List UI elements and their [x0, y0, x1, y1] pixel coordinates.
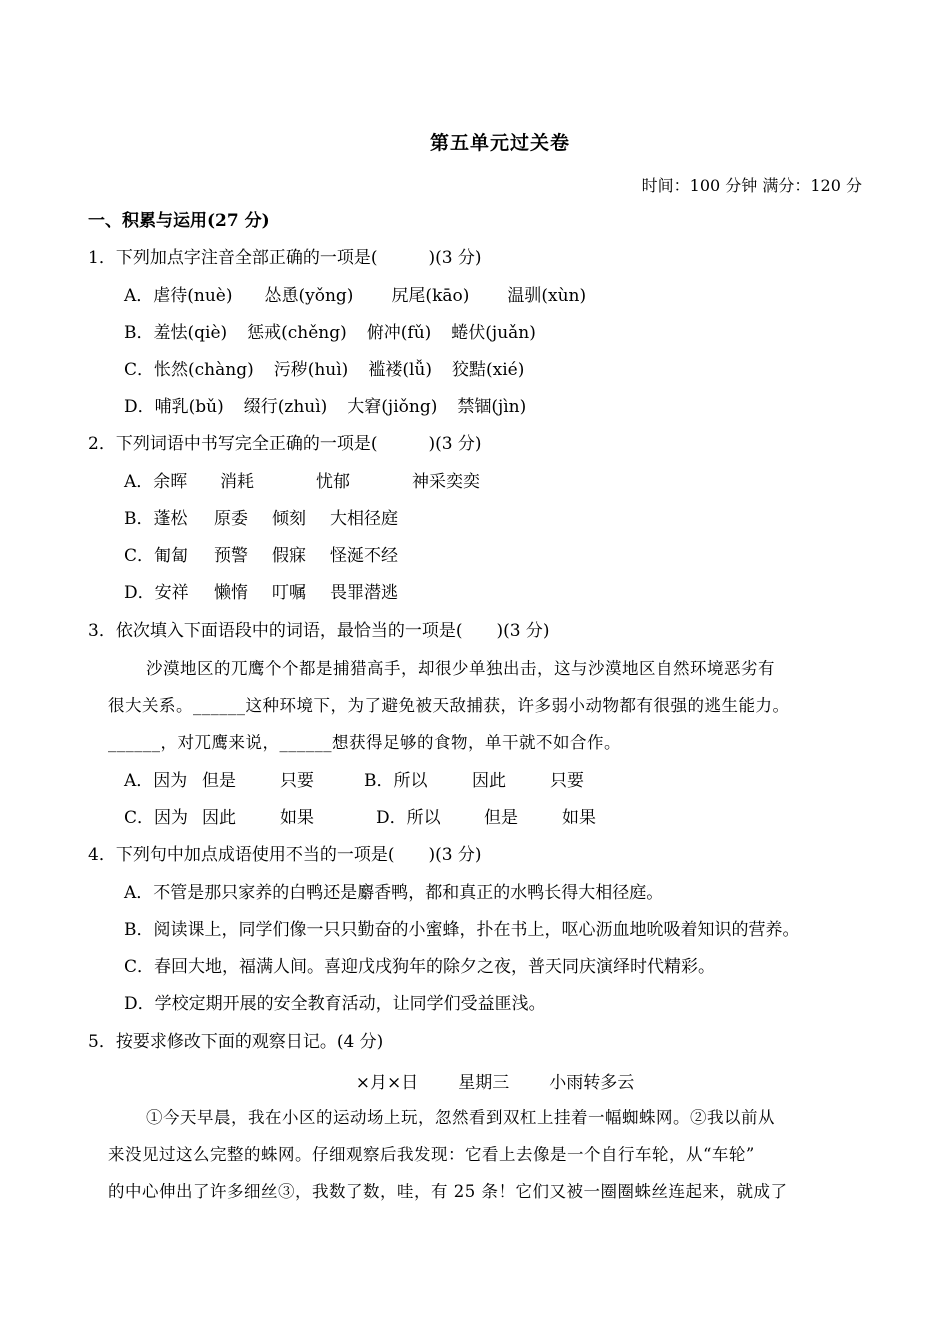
option-term: A．因为 — [124, 771, 188, 791]
page-title: 第五单元过关卷 — [429, 132, 570, 154]
option-term: D．安祥 — [124, 583, 189, 603]
question-4-option-b: B．阅读课上，同学们像一只只勤奋的小蜜蜂，扑在书上，呕心沥血地吮吸着知识的营养。 — [124, 920, 800, 940]
question-4-option-a: A．不管是那只家养的白鸭还是麝香鸭，都和真正的水鸭长得大相径庭。 — [124, 883, 664, 903]
option-term: 畏罪潜逃 — [330, 583, 398, 603]
question-4-option-c: C．春回大地，福满人间。喜迎戊戌狗年的除夕之夜，普天同庆演绎时代精彩。 — [124, 957, 716, 977]
option-term: 如果 — [280, 808, 314, 828]
option-term: B．所以 — [364, 771, 428, 791]
option-term: 懒惰 — [214, 583, 248, 603]
question-3-options-ab — [124, 769, 584, 793]
question-2-option-b — [124, 507, 398, 531]
option-term: B．羞怯(qiè) — [124, 323, 228, 343]
option-term: A．虐待(nuè) — [124, 286, 233, 306]
option-term: 褴褛(lǚ) — [368, 360, 432, 380]
question-3-stem: 3．依次填入下面语段中的词语，最恰当的一项是( )(3 分) — [88, 621, 550, 641]
option-term: 但是 — [484, 808, 518, 828]
option-term: 因此 — [202, 808, 236, 828]
diary-date: ×月×日 — [355, 1073, 419, 1093]
question-4-stem: 4．下列句中加点成语使用不当的一项是( )(3 分) — [88, 845, 482, 865]
diary-paragraph-line: 的中心伸出了许多细丝③，我数了数，哇，有 25 条！它们又被一圈圈蛛丝连起来，就成了 — [108, 1182, 788, 1201]
diary-paragraph-line: 来没见过这么完整的蛛网。仔细观察后我发现：它看上去像是一个自行车轮，从“车轮” — [108, 1145, 755, 1164]
question-2-stem: 2．下列词语中书写完全正确的一项是( )(3 分) — [88, 434, 482, 454]
question-2-option-a — [124, 470, 480, 494]
option-term: 狡黠(xié) — [451, 360, 525, 380]
question-1-option-d — [124, 395, 526, 419]
diary-weather: 小雨转多云 — [549, 1073, 635, 1093]
option-term: 尻尾(kāo) — [391, 286, 470, 306]
option-term: D．哺乳(bǔ) — [124, 397, 224, 417]
exam-meta: 时间：100 分钟 满分：120 分 — [641, 176, 862, 195]
question-2-option-d — [124, 581, 398, 605]
question-1-option-b — [124, 321, 536, 345]
option-term: 忧郁 — [316, 472, 350, 492]
option-term: C．匍匐 — [124, 546, 189, 566]
option-term: 俯冲(fǔ) — [366, 323, 432, 343]
question-2-option-c — [124, 544, 398, 568]
question-4-option-d: D．学校定期开展的安全教育活动，让同学们受益匪浅。 — [124, 994, 546, 1014]
section-title: 一、积累与运用(27 分) — [88, 211, 270, 231]
option-term: B．蓬松 — [124, 509, 188, 529]
question-1-option-c — [124, 358, 524, 382]
option-term: 蜷伏(juǎn) — [451, 323, 536, 343]
option-term: 温驯(xùn) — [507, 286, 587, 306]
option-term: 因此 — [472, 771, 506, 791]
option-term: 神采奕奕 — [412, 472, 480, 492]
option-term: C．因为 — [124, 808, 189, 828]
option-term: 怂恿(yǒng) — [264, 286, 354, 306]
diary-weekday: 星期三 — [458, 1073, 510, 1093]
option-term: 消耗 — [220, 472, 254, 492]
option-term: D．所以 — [376, 808, 441, 828]
option-term: 只要 — [280, 771, 314, 791]
option-term: 假寐 — [272, 546, 306, 566]
option-term: 倾刻 — [272, 509, 306, 529]
question-1-option-a — [124, 284, 586, 308]
option-term: 大相径庭 — [330, 509, 398, 529]
diary-paragraph-line: ①今天早晨，我在小区的运动场上玩，忽然看到双杠上挂着一幅蜘蛛网。②我以前从 — [146, 1108, 775, 1127]
option-term: 缀行(zhuì) — [243, 397, 328, 417]
option-term: 污秽(huì) — [273, 360, 349, 380]
option-term: A．余晖 — [124, 472, 188, 492]
option-term: 预警 — [214, 546, 248, 566]
question-1-stem: 1．下列加点字注音全部正确的一项是( )(3 分) — [88, 248, 482, 268]
question-3-options-cd — [124, 806, 596, 830]
question-3-paragraph-line: 很大关系。______这种环境下，为了避免被天敌捕获，许多弱小动物都有很强的逃生能力。 — [108, 696, 790, 715]
option-term: 如果 — [562, 808, 596, 828]
option-term: 大窘(jiǒng) — [347, 397, 438, 417]
option-term: 只要 — [550, 771, 584, 791]
diary-header — [0, 1068, 950, 1093]
option-term: 禁锢(jìn) — [457, 397, 527, 417]
option-term: 怪涎不经 — [330, 546, 398, 566]
option-term: 原委 — [214, 509, 248, 529]
option-term: C．怅然(chàng) — [124, 360, 254, 380]
option-term: 但是 — [202, 771, 236, 791]
option-term: 叮嘱 — [272, 583, 306, 603]
option-term: 惩戒(chěng) — [247, 323, 347, 343]
question-3-paragraph-line: 沙漠地区的兀鹰个个都是捕猎高手，却很少单独出击，这与沙漠地区自然环境恶劣有 — [146, 659, 775, 678]
question-5-stem: 5．按要求修改下面的观察日记。(4 分) — [88, 1032, 384, 1052]
question-3-paragraph-line: ______，对兀鹰来说，______想获得足够的食物，单干就不如合作。 — [108, 733, 621, 752]
